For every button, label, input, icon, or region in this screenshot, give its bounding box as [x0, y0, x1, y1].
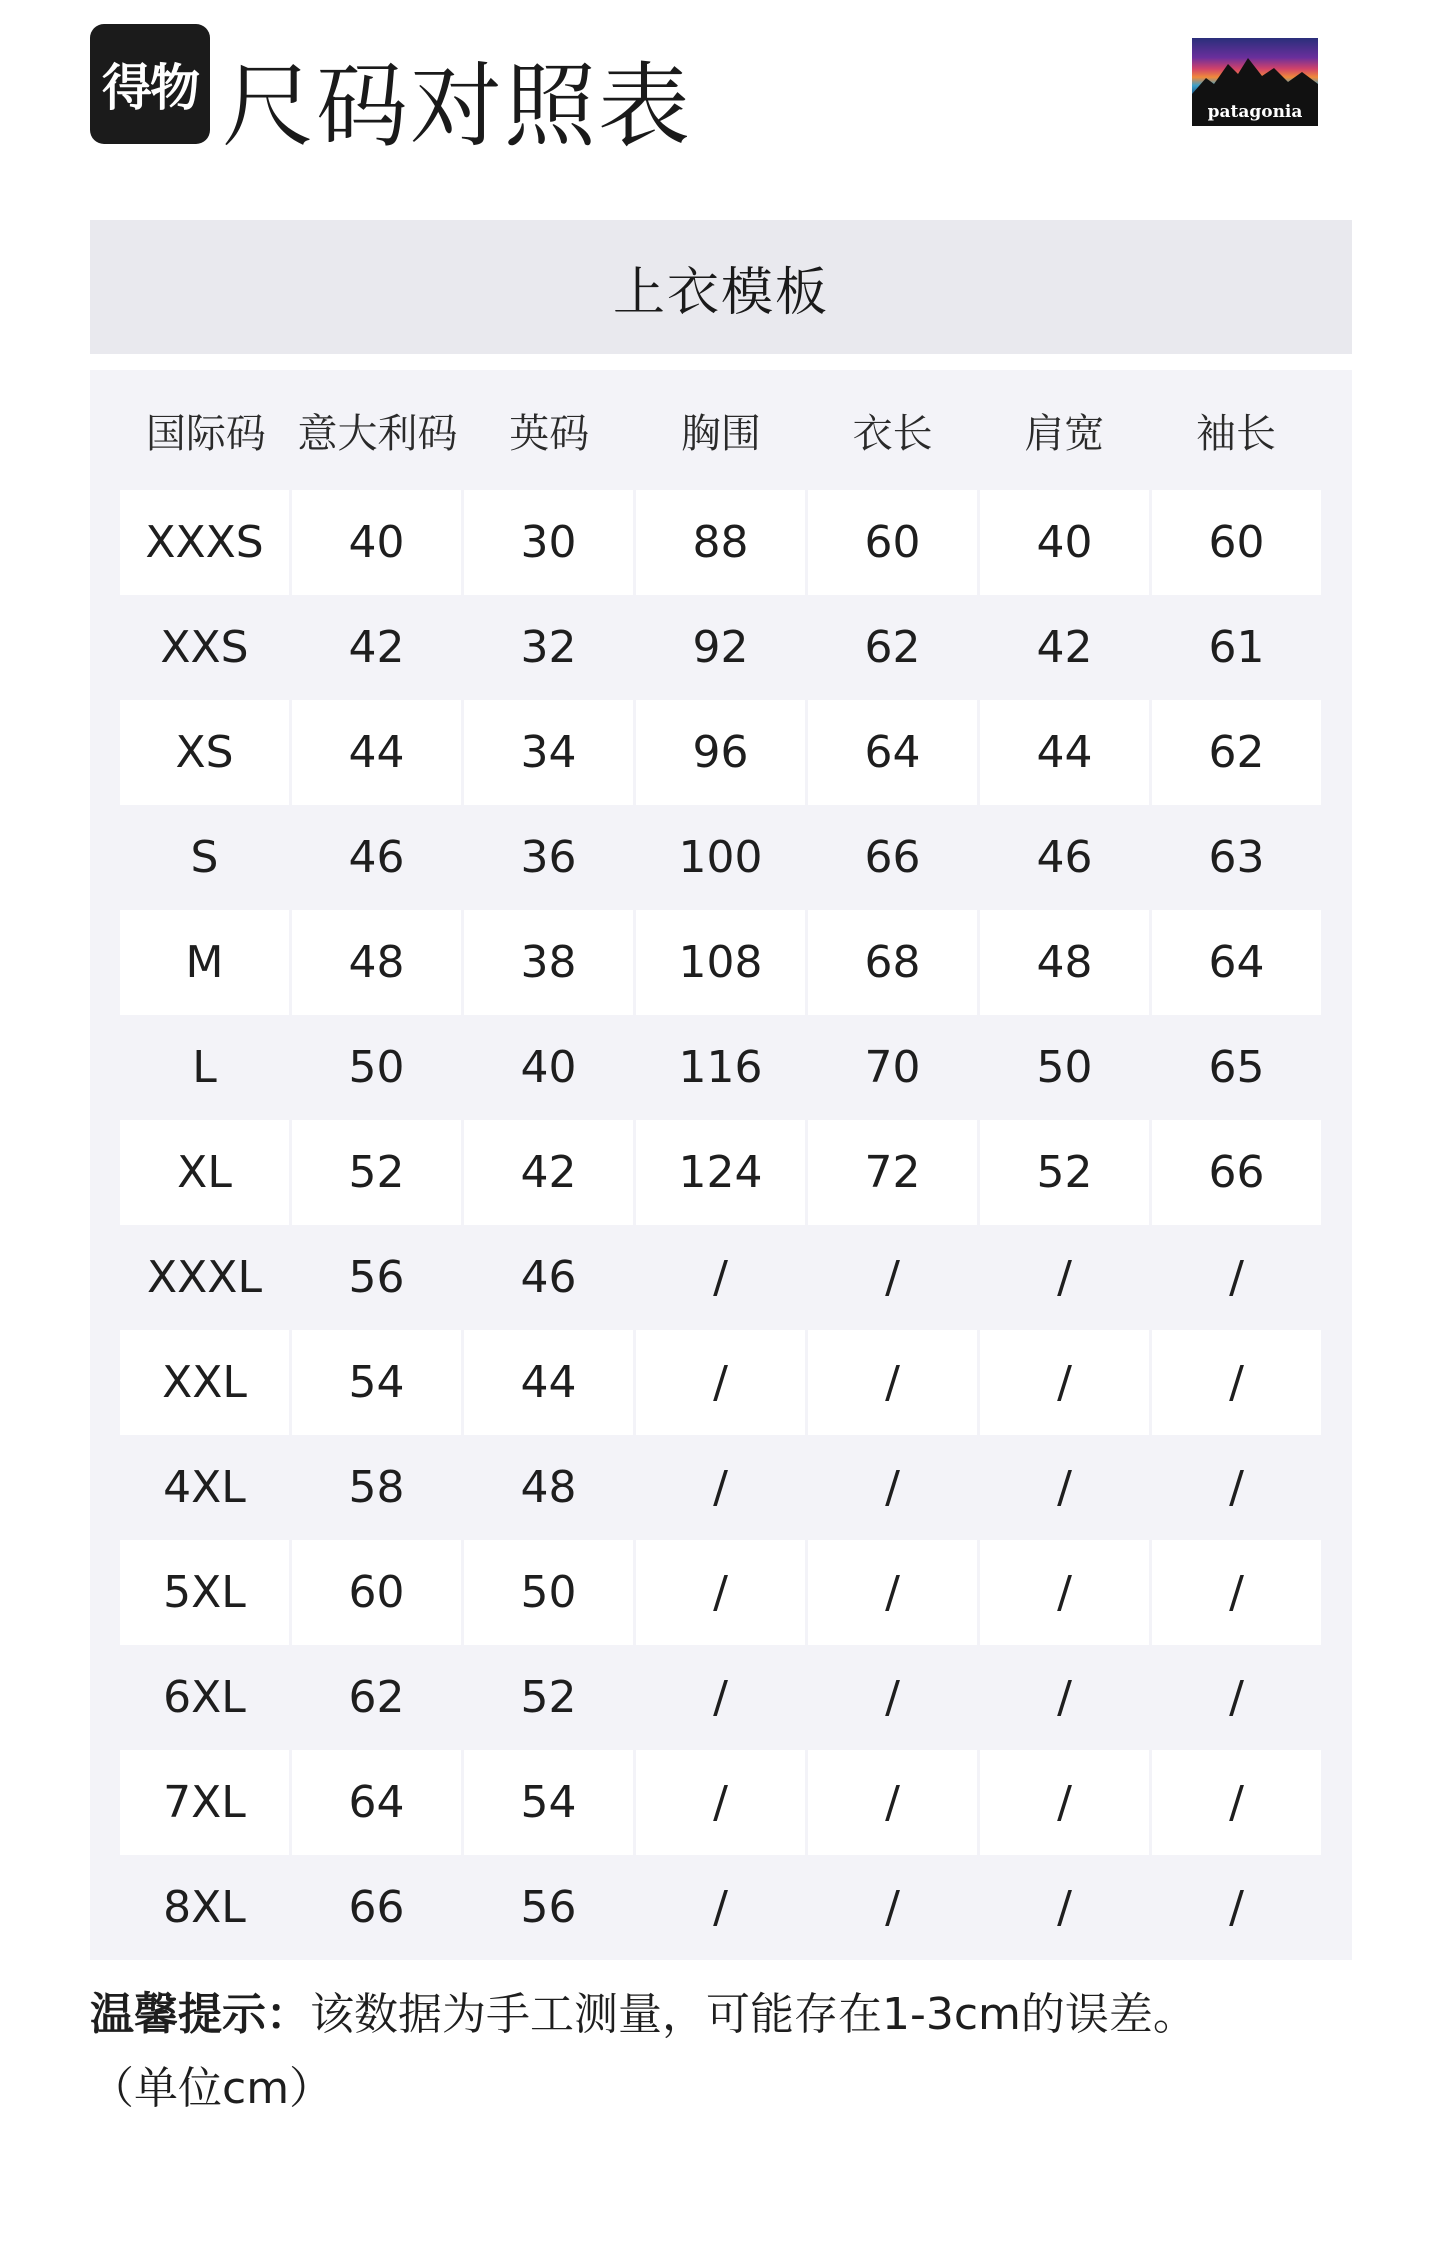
table-cell: /: [713, 1252, 728, 1303]
table-cell: /: [1057, 1882, 1072, 1933]
table-cell: 52: [520, 1672, 577, 1723]
table-cell: 50: [348, 1042, 405, 1093]
table-cell: /: [1152, 1330, 1321, 1435]
table-cell: 64: [808, 700, 977, 805]
table-cell: 108: [636, 910, 805, 1015]
table-cell: /: [1229, 1462, 1244, 1513]
table-cell: 7XL: [120, 1750, 289, 1855]
table-row: [120, 1015, 1322, 1120]
table-cell: 88: [636, 490, 805, 595]
table-cell: /: [980, 1540, 1149, 1645]
column-header-uk-size: 英码: [509, 410, 590, 457]
table-row: [120, 1435, 1322, 1540]
table-cell: M: [120, 910, 289, 1015]
table-cell: 66: [864, 832, 921, 883]
table-cell: /: [980, 1330, 1149, 1435]
table-row: [120, 490, 1322, 595]
table-cell: /: [885, 1672, 900, 1723]
table-row: [120, 1540, 1322, 1645]
table-cell: 50: [464, 1540, 633, 1645]
table-cell: /: [713, 1462, 728, 1513]
table-cell: 5XL: [120, 1540, 289, 1645]
table-cell: 40: [520, 1042, 577, 1093]
table-cell: XL: [120, 1120, 289, 1225]
note: [90, 1978, 1352, 2126]
table-cell: /: [885, 1252, 900, 1303]
table-header-row: [120, 370, 1322, 490]
template-title-bar: [90, 220, 1352, 354]
table-cell: 62: [864, 622, 921, 673]
table-cell: 44: [980, 700, 1149, 805]
table-cell: 34: [464, 700, 633, 805]
table-cell: S: [190, 832, 219, 883]
table-cell: 4XL: [163, 1462, 246, 1513]
dewu-app-logo: 得物: [90, 24, 210, 144]
table-cell: 60: [808, 490, 977, 595]
table-cell: /: [1057, 1672, 1072, 1723]
column-header-chest: 胸围: [680, 410, 761, 457]
table-cell: 42: [348, 622, 405, 673]
table-cell: /: [1152, 1540, 1321, 1645]
page-header: [0, 0, 1440, 200]
table-cell: 63: [1208, 832, 1265, 883]
table-cell: 100: [678, 832, 763, 883]
table-cell: 30: [464, 490, 633, 595]
table-cell: 61: [1208, 622, 1265, 673]
table-cell: /: [1152, 1750, 1321, 1855]
table-cell: 66: [1152, 1120, 1321, 1225]
table-cell: XXXS: [120, 490, 289, 595]
table-cell: 44: [292, 700, 461, 805]
note-text: 该数据为手工测量，可能存在1-3cm的误差。: [310, 1989, 1197, 2040]
table-cell: 62: [1152, 700, 1321, 805]
patagonia-brand-logo: [1192, 38, 1318, 126]
column-header-intl-size: 国际码: [145, 410, 266, 457]
table-cell: 36: [520, 832, 577, 883]
table-cell: 42: [1036, 622, 1093, 673]
table-cell: 92: [692, 622, 749, 673]
table-cell: 64: [292, 1750, 461, 1855]
table-cell: XXL: [120, 1330, 289, 1435]
table-row: [120, 1330, 1322, 1435]
table-cell: 48: [520, 1462, 577, 1513]
table-cell: /: [980, 1750, 1149, 1855]
table-cell: 52: [980, 1120, 1149, 1225]
table-cell: 8XL: [163, 1882, 246, 1933]
table-cell: 42: [464, 1120, 633, 1225]
table-cell: 60: [1152, 490, 1321, 595]
table-cell: 46: [348, 832, 405, 883]
table-cell: /: [1229, 1882, 1244, 1933]
table-cell: 70: [864, 1042, 921, 1093]
table-cell: 38: [464, 910, 633, 1015]
table-row: [120, 595, 1322, 700]
table-cell: /: [1229, 1672, 1244, 1723]
column-header-length: 衣长: [852, 410, 933, 457]
table-cell: /: [713, 1672, 728, 1723]
table-cell: 54: [292, 1330, 461, 1435]
table-cell: XXXL: [147, 1252, 262, 1303]
table-cell: 58: [348, 1462, 405, 1513]
table-cell: 40: [980, 490, 1149, 595]
table-cell: /: [885, 1462, 900, 1513]
table-cell: /: [1229, 1252, 1244, 1303]
table-cell: /: [636, 1540, 805, 1645]
table-cell: 56: [348, 1252, 405, 1303]
column-header-sleeve: 袖长: [1195, 410, 1276, 457]
note-label: 温馨提示：: [90, 1989, 310, 2040]
table-cell: 52: [292, 1120, 461, 1225]
table-row: [120, 1225, 1322, 1330]
table-cell: /: [808, 1750, 977, 1855]
table-cell: 62: [348, 1672, 405, 1723]
table-row: [120, 805, 1322, 910]
table-row: [120, 1855, 1322, 1960]
table-cell: 46: [520, 1252, 577, 1303]
table-cell: 72: [808, 1120, 977, 1225]
table-cell: /: [808, 1330, 977, 1435]
table-cell: XXS: [160, 622, 249, 673]
table-row: [120, 1645, 1322, 1750]
table-cell: /: [1057, 1252, 1072, 1303]
table-cell: 32: [520, 622, 577, 673]
table-row: [120, 700, 1322, 805]
table-cell: 66: [348, 1882, 405, 1933]
template-title: 上衣模板: [612, 262, 829, 323]
table-cell: 64: [1152, 910, 1321, 1015]
brand-logo-text: patagonia: [1207, 102, 1303, 122]
table-cell: /: [1057, 1462, 1072, 1513]
table-cell: 44: [464, 1330, 633, 1435]
table-row: [120, 1750, 1322, 1855]
table-cell: 50: [1036, 1042, 1093, 1093]
table-cell: 48: [292, 910, 461, 1015]
column-header-shoulder: 肩宽: [1024, 410, 1105, 457]
table-cell: 54: [464, 1750, 633, 1855]
table-cell: 46: [1036, 832, 1093, 883]
table-cell: 56: [520, 1882, 577, 1933]
table-cell: 124: [636, 1120, 805, 1225]
table-row: [120, 1120, 1322, 1225]
table-cell: /: [808, 1540, 977, 1645]
table-cell: 68: [808, 910, 977, 1015]
note-unit: （单位cm）: [90, 2063, 334, 2114]
table-cell: 48: [980, 910, 1149, 1015]
table-cell: 65: [1208, 1042, 1265, 1093]
table-cell: /: [885, 1882, 900, 1933]
table-row: [120, 910, 1322, 1015]
size-table: [90, 370, 1352, 1960]
table-cell: 96: [636, 700, 805, 805]
table-cell: 40: [292, 490, 461, 595]
table-cell: /: [713, 1882, 728, 1933]
table-cell: /: [636, 1330, 805, 1435]
table-cell: L: [192, 1042, 217, 1093]
table-cell: /: [636, 1750, 805, 1855]
table-cell: XS: [120, 700, 289, 805]
table-cell: 116: [678, 1042, 763, 1093]
table-cell: 60: [292, 1540, 461, 1645]
column-header-italy-size: 意大利码: [297, 410, 458, 457]
table-cell: 6XL: [163, 1672, 246, 1723]
page-title: 尺码对照表: [222, 53, 693, 160]
